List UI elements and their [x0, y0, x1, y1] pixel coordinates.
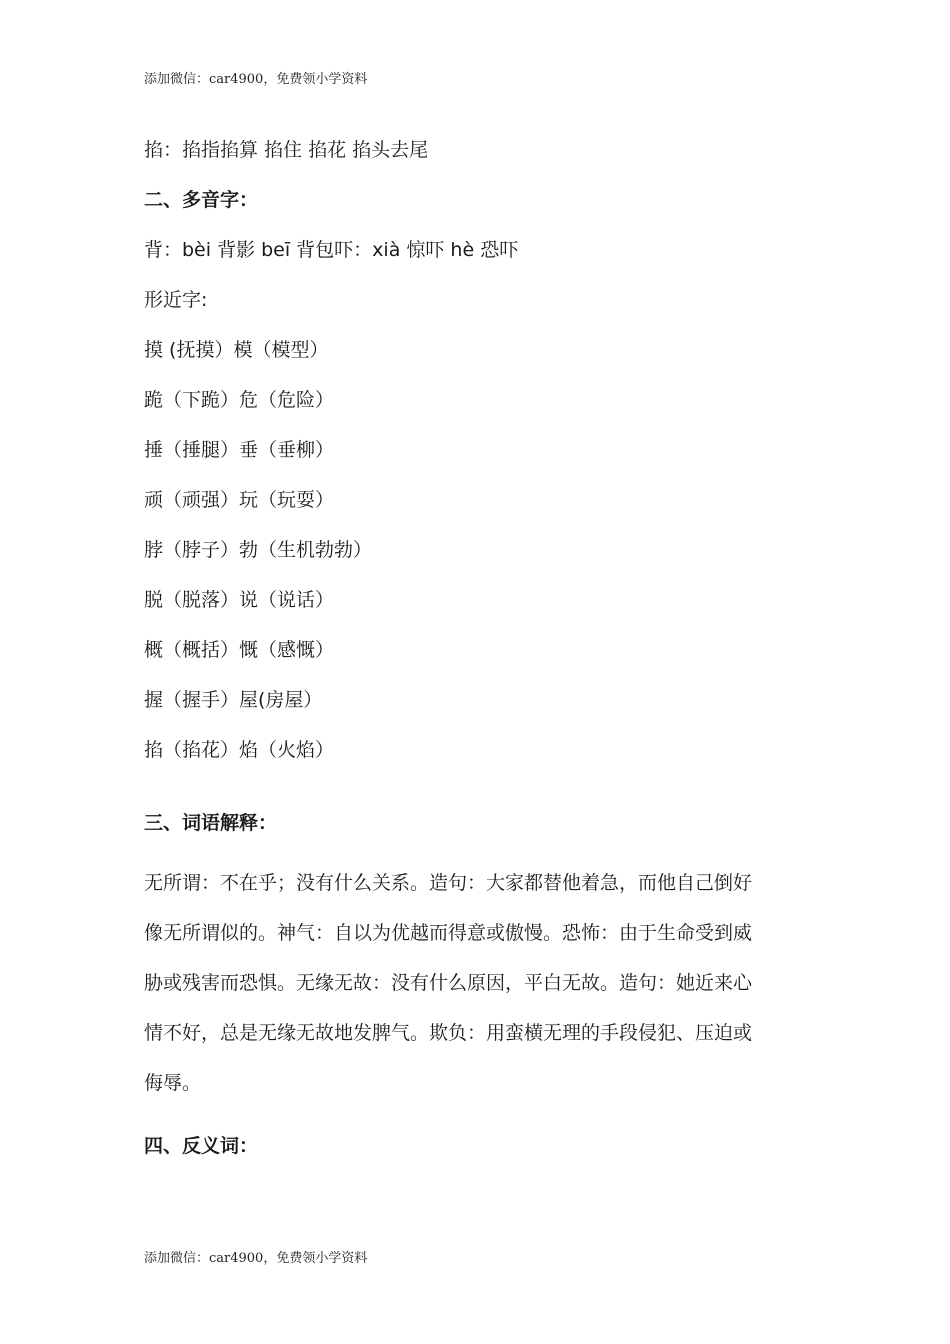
- paragraph-line: 无所谓：不在乎；没有什么关系。造句：大家都替他着急，而他自己倒好: [144, 872, 753, 894]
- header-note: 添加微信：car4900，免费领小学资料: [144, 72, 368, 87]
- text-line-similar-9: 掐（掐花）焰（火焰）: [144, 739, 335, 761]
- section-heading-antonyms: 四、反义词：: [144, 1135, 259, 1157]
- text-line-polyphones: 背：bèi 背影 beī 背包吓：xià 惊吓 hè 恐吓: [144, 239, 519, 261]
- paragraph-line: 情不好，总是无缘无故地发脾气。欺负：用蛮横无理的手段侵犯、压迫或: [144, 1022, 753, 1044]
- text-line-similar-2: 跪（下跪）危（危险）: [144, 389, 335, 411]
- paragraph-line: 胁或残害而恐惧。无缘无故：没有什么原因，平白无故。造句：她近来心: [144, 972, 753, 994]
- text-line-similar-5: 脖（脖子）勃（生机勃勃）: [144, 539, 373, 561]
- vocabulary-paragraph: [144, 858, 809, 1108]
- text-line-qia: 掐：掐指掐算 掐住 掐花 掐头去尾: [144, 139, 429, 161]
- section-heading-vocabulary: 三、词语解释：: [144, 812, 278, 834]
- text-line-similar-3: 捶（捶腿）垂（垂柳）: [144, 439, 335, 461]
- text-line-similar-4: 顽（顽强）玩（玩耍）: [144, 489, 335, 511]
- section-heading-polyphones: 二、多音字：: [144, 189, 259, 211]
- paragraph-line: 像无所谓似的。神气：自以为优越而得意或傲慢。恐怖：由于生命受到威: [144, 922, 753, 944]
- paragraph-line: 侮辱。: [144, 1072, 202, 1094]
- text-line-similar-8: 握（握手）屋(房屋）: [144, 689, 323, 711]
- text-line-similar-chars-label: 形近字:: [144, 289, 208, 311]
- text-line-similar-1: 摸 (抚摸）模（模型）: [144, 339, 329, 361]
- footer-note: 添加微信：car4900，免费领小学资料: [144, 1251, 368, 1266]
- text-line-similar-7: 概（概括）慨（感慨）: [144, 639, 335, 661]
- text-line-similar-6: 脱（脱落）说（说话）: [144, 589, 335, 611]
